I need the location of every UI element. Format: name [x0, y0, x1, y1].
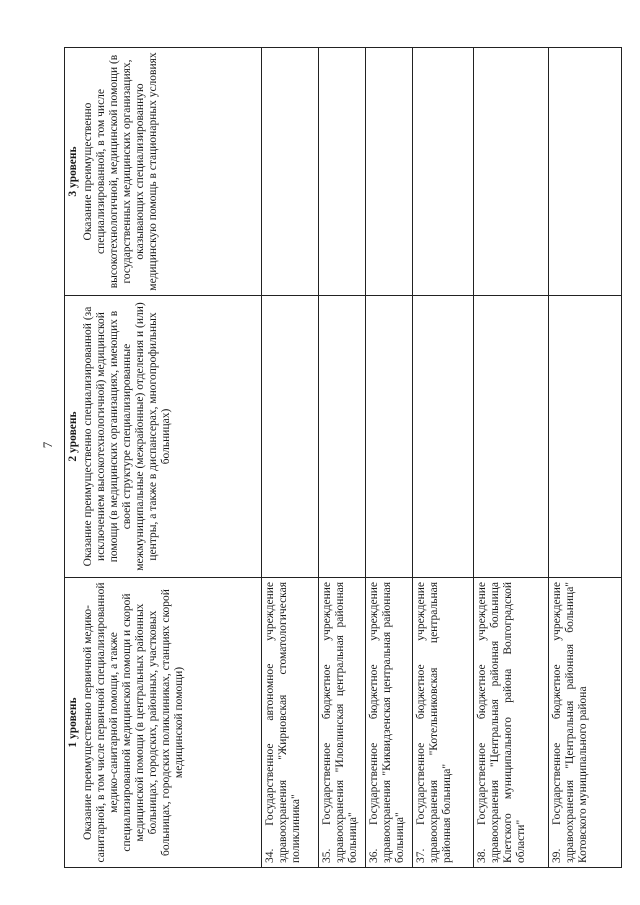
level-1-cell: 34. Государственное автономное учреждение здравоохранения "Жирновская стоматологическая поликлиника" — [262, 578, 319, 868]
level-2-cell — [549, 296, 622, 578]
header-level-3 — [65, 48, 262, 296]
table-row — [474, 48, 549, 868]
level-1-cell: 35. Государственное бюджетное учреждение здравоохранения "Иловлинская центральная районная больница" — [319, 578, 366, 868]
level-3-cell — [319, 48, 366, 296]
header-level-2 — [65, 296, 262, 578]
header-description: Оказание преимущественно специализированной (за исключением высокотехнологичной) медицинской помощи (в медицинских организациях, имеющих в своей структуре специализированные межмуниципальные (межрайонные) отделения и (или) центры, а также в диспансерах, многопрофильных больницах) — [82, 302, 172, 571]
header-title: 3 уровень — [67, 146, 79, 197]
rotated-table-wrapper — [64, 48, 604, 868]
level-3-cell — [366, 48, 413, 296]
levels-table — [64, 47, 622, 868]
table-row — [366, 48, 413, 868]
level-3-cell — [262, 48, 319, 296]
level-2-cell — [413, 296, 474, 578]
page-number: 7 — [40, 441, 55, 449]
table-row — [319, 48, 366, 868]
header-level-1 — [65, 578, 262, 868]
table-header-row — [65, 48, 262, 868]
level-3-cell — [474, 48, 549, 296]
table-row — [413, 48, 474, 868]
level-3-cell — [413, 48, 474, 296]
level-2-cell — [319, 296, 366, 578]
level-2-cell — [366, 296, 413, 578]
table-row — [262, 48, 319, 868]
level-2-cell — [262, 296, 319, 578]
header-description: Оказание преимущественно первичной медико-санитарной, в том числе первичной специализированной медико-санитарной помощи, а также специализированной медицинской помощи и скорой медицинской помощи (в центральных районных больницах, городских, районных, участковых больницах, городских поликлиниках, станциях скорой медицинской помощи) — [82, 582, 185, 863]
level-1-cell: 38. Государственное бюджетное учреждение здравоохранения "Центральная районная больница Клетского муниципального района Волгоградской области" — [474, 578, 549, 868]
level-1-cell: 37. Государственное бюджетное учреждение здравоохранения "Котельниковская центральная районная больница" — [413, 578, 474, 868]
level-2-cell — [474, 296, 549, 578]
header-title: 1 уровень — [67, 697, 79, 748]
level-1-cell: 36. Государственное бюджетное учреждение здравоохранения "Киквидзенская центральная районная больница" — [366, 578, 413, 868]
header-title: 2 уровень — [67, 411, 79, 462]
table-row — [549, 48, 622, 868]
level-3-cell — [549, 48, 622, 296]
header-description: Оказание преимущественно специализированной, в том числе высокотехнологичной, медицинской помощи (в государственных медицинских организациях, оказывающих специализированную медицинскую помощь в стационарных условиях — [82, 52, 159, 291]
level-1-cell: 39. Государственное бюджетное учреждение здравоохранения "Центральная районная больница" Котовского муниципального района — [549, 578, 622, 868]
